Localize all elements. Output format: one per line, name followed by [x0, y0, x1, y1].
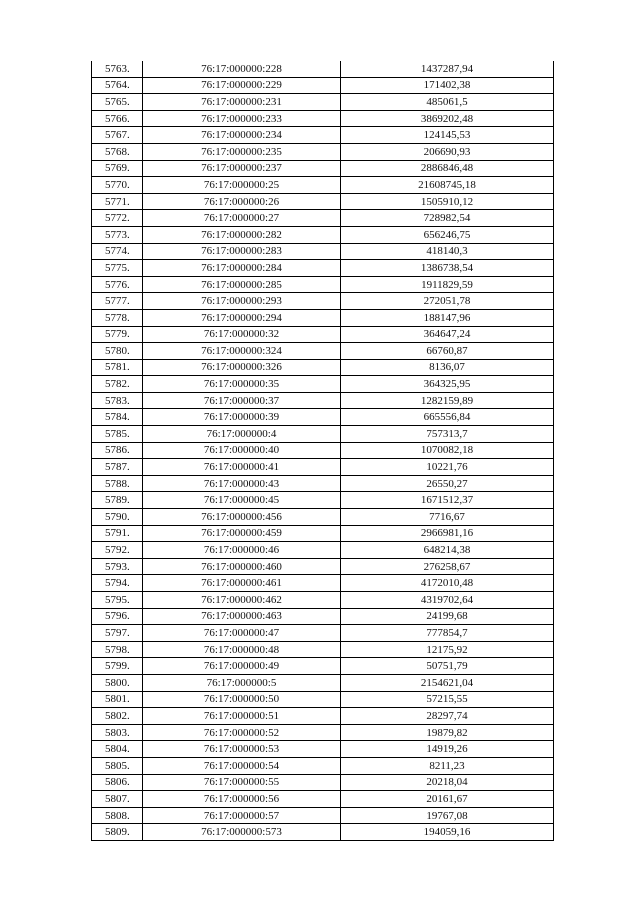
cadastral-number: 76:17:000000:461 — [143, 575, 341, 592]
row-number: 5772. — [92, 210, 143, 227]
cadastral-value: 7716,67 — [341, 509, 554, 526]
table-row — [92, 426, 554, 443]
cadastral-number: 76:17:000000:43 — [143, 475, 341, 492]
table-row — [92, 442, 554, 459]
cadastral-number: 76:17:000000:49 — [143, 658, 341, 675]
cadastral-value: 276258,67 — [341, 558, 554, 575]
cadastral-number: 76:17:000000:235 — [143, 143, 341, 160]
row-number: 5765. — [92, 94, 143, 111]
cadastral-number: 76:17:000000:326 — [143, 359, 341, 376]
table-row — [92, 94, 554, 111]
cadastral-value: 364647,24 — [341, 326, 554, 343]
cadastral-value: 777854,7 — [341, 625, 554, 642]
table-row — [92, 160, 554, 177]
row-number: 5793. — [92, 558, 143, 575]
cadastral-value: 57215,55 — [341, 691, 554, 708]
cadastral-number: 76:17:000000:231 — [143, 94, 341, 111]
row-number: 5770. — [92, 177, 143, 194]
cadastral-value: 1437287,94 — [341, 61, 554, 77]
cadastral-value: 2154621,04 — [341, 674, 554, 691]
cadastral-value: 665556,84 — [341, 409, 554, 426]
cadastral-value: 24199,68 — [341, 608, 554, 625]
cadastral-value: 20218,04 — [341, 774, 554, 791]
cadastral-value: 171402,38 — [341, 77, 554, 94]
cadastral-number: 76:17:000000:51 — [143, 708, 341, 725]
table-row — [92, 61, 554, 77]
cadastral-value: 28297,74 — [341, 708, 554, 725]
cadastral-number: 76:17:000000:26 — [143, 193, 341, 210]
table-row — [92, 724, 554, 741]
cadastral-value: 19767,08 — [341, 807, 554, 824]
cadastral-number: 76:17:000000:233 — [143, 110, 341, 127]
cadastral-value: 1070082,18 — [341, 442, 554, 459]
cadastral-number: 76:17:000000:462 — [143, 592, 341, 609]
table-row — [92, 326, 554, 343]
cadastral-value: 272051,78 — [341, 293, 554, 310]
cadastral-value: 364325,95 — [341, 376, 554, 393]
table-row — [92, 459, 554, 476]
row-number: 5801. — [92, 691, 143, 708]
row-number: 5773. — [92, 226, 143, 243]
table-row — [92, 226, 554, 243]
cadastral-number: 76:17:000000:234 — [143, 127, 341, 144]
table-row — [92, 774, 554, 791]
cadastral-number: 76:17:000000:25 — [143, 177, 341, 194]
row-number: 5763. — [92, 61, 143, 77]
table-row — [92, 260, 554, 277]
row-number: 5774. — [92, 243, 143, 260]
table-row — [92, 542, 554, 559]
row-number: 5804. — [92, 741, 143, 758]
table-row — [92, 77, 554, 94]
row-number: 5779. — [92, 326, 143, 343]
table-row — [92, 276, 554, 293]
cadastral-number: 76:17:000000:32 — [143, 326, 341, 343]
table-row — [92, 625, 554, 642]
cadastral-value: 2886846,48 — [341, 160, 554, 177]
table-row — [92, 309, 554, 326]
cadastral-value-table — [91, 61, 554, 841]
table-row — [92, 691, 554, 708]
row-number: 5806. — [92, 774, 143, 791]
cadastral-value: 50751,79 — [341, 658, 554, 675]
document-page — [91, 61, 553, 841]
cadastral-value: 1671512,37 — [341, 492, 554, 509]
cadastral-value: 1505910,12 — [341, 193, 554, 210]
table-row — [92, 641, 554, 658]
row-number: 5802. — [92, 708, 143, 725]
cadastral-value: 418140,3 — [341, 243, 554, 260]
cadastral-number: 76:17:000000:54 — [143, 757, 341, 774]
cadastral-number: 76:17:000000:45 — [143, 492, 341, 509]
table-row — [92, 592, 554, 609]
row-number: 5803. — [92, 724, 143, 741]
row-number: 5798. — [92, 641, 143, 658]
table-body — [92, 61, 554, 840]
cadastral-number: 76:17:000000:463 — [143, 608, 341, 625]
row-number: 5769. — [92, 160, 143, 177]
row-number: 5775. — [92, 260, 143, 277]
cadastral-value: 4319702,64 — [341, 592, 554, 609]
row-number: 5796. — [92, 608, 143, 625]
table-row — [92, 110, 554, 127]
cadastral-value: 1282159,89 — [341, 392, 554, 409]
cadastral-number: 76:17:000000:48 — [143, 641, 341, 658]
cadastral-number: 76:17:000000:229 — [143, 77, 341, 94]
cadastral-value: 656246,75 — [341, 226, 554, 243]
cadastral-value: 19879,82 — [341, 724, 554, 741]
cadastral-number: 76:17:000000:4 — [143, 426, 341, 443]
cadastral-number: 76:17:000000:460 — [143, 558, 341, 575]
cadastral-number: 76:17:000000:50 — [143, 691, 341, 708]
row-number: 5790. — [92, 509, 143, 526]
row-number: 5808. — [92, 807, 143, 824]
cadastral-number: 76:17:000000:573 — [143, 824, 341, 841]
cadastral-number: 76:17:000000:47 — [143, 625, 341, 642]
cadastral-number: 76:17:000000:237 — [143, 160, 341, 177]
row-number: 5807. — [92, 791, 143, 808]
cadastral-number: 76:17:000000:57 — [143, 807, 341, 824]
row-number: 5787. — [92, 459, 143, 476]
table-row — [92, 127, 554, 144]
row-number: 5767. — [92, 127, 143, 144]
table-row — [92, 708, 554, 725]
cadastral-value: 21608745,18 — [341, 177, 554, 194]
cadastral-value: 2966981,16 — [341, 525, 554, 542]
cadastral-value: 485061,5 — [341, 94, 554, 111]
cadastral-number: 76:17:000000:284 — [143, 260, 341, 277]
row-number: 5781. — [92, 359, 143, 376]
row-number: 5783. — [92, 392, 143, 409]
cadastral-number: 76:17:000000:5 — [143, 674, 341, 691]
table-row — [92, 376, 554, 393]
table-row — [92, 807, 554, 824]
table-row — [92, 143, 554, 160]
row-number: 5809. — [92, 824, 143, 841]
cadastral-value: 66760,87 — [341, 343, 554, 360]
cadastral-number: 76:17:000000:459 — [143, 525, 341, 542]
row-number: 5788. — [92, 475, 143, 492]
cadastral-number: 76:17:000000:228 — [143, 61, 341, 77]
cadastral-value: 26550,27 — [341, 475, 554, 492]
table-row — [92, 791, 554, 808]
table-row — [92, 392, 554, 409]
table-row — [92, 525, 554, 542]
table-row — [92, 658, 554, 675]
cadastral-value: 194059,16 — [341, 824, 554, 841]
cadastral-number: 76:17:000000:285 — [143, 276, 341, 293]
row-number: 5766. — [92, 110, 143, 127]
cadastral-value: 12175,92 — [341, 641, 554, 658]
cadastral-number: 76:17:000000:282 — [143, 226, 341, 243]
cadastral-number: 76:17:000000:35 — [143, 376, 341, 393]
table-row — [92, 558, 554, 575]
cadastral-number: 76:17:000000:46 — [143, 542, 341, 559]
cadastral-value: 8136,07 — [341, 359, 554, 376]
row-number: 5780. — [92, 343, 143, 360]
row-number: 5785. — [92, 426, 143, 443]
cadastral-value: 188147,96 — [341, 309, 554, 326]
row-number: 5789. — [92, 492, 143, 509]
cadastral-number: 76:17:000000:456 — [143, 509, 341, 526]
cadastral-value: 4172010,48 — [341, 575, 554, 592]
cadastral-number: 76:17:000000:56 — [143, 791, 341, 808]
table-row — [92, 210, 554, 227]
cadastral-value: 1386738,54 — [341, 260, 554, 277]
row-number: 5764. — [92, 77, 143, 94]
cadastral-value: 124145,53 — [341, 127, 554, 144]
cadastral-number: 76:17:000000:27 — [143, 210, 341, 227]
cadastral-number: 76:17:000000:294 — [143, 309, 341, 326]
table-row — [92, 359, 554, 376]
cadastral-number: 76:17:000000:293 — [143, 293, 341, 310]
cadastral-value: 648214,38 — [341, 542, 554, 559]
cadastral-value: 728982,54 — [341, 210, 554, 227]
row-number: 5782. — [92, 376, 143, 393]
cadastral-number: 76:17:000000:55 — [143, 774, 341, 791]
cadastral-number: 76:17:000000:40 — [143, 442, 341, 459]
table-row — [92, 741, 554, 758]
row-number: 5776. — [92, 276, 143, 293]
table-row — [92, 177, 554, 194]
row-number: 5778. — [92, 309, 143, 326]
cadastral-value: 3869202,48 — [341, 110, 554, 127]
cadastral-value: 10221,76 — [341, 459, 554, 476]
row-number: 5777. — [92, 293, 143, 310]
row-number: 5771. — [92, 193, 143, 210]
table-row — [92, 293, 554, 310]
table-row — [92, 575, 554, 592]
cadastral-value: 20161,67 — [341, 791, 554, 808]
cadastral-number: 76:17:000000:39 — [143, 409, 341, 426]
table-row — [92, 509, 554, 526]
table-row — [92, 243, 554, 260]
row-number: 5794. — [92, 575, 143, 592]
row-number: 5795. — [92, 592, 143, 609]
table-row — [92, 343, 554, 360]
cadastral-value: 206690,93 — [341, 143, 554, 160]
cadastral-value: 14919,26 — [341, 741, 554, 758]
row-number: 5791. — [92, 525, 143, 542]
row-number: 5805. — [92, 757, 143, 774]
row-number: 5800. — [92, 674, 143, 691]
table-row — [92, 674, 554, 691]
cadastral-number: 76:17:000000:53 — [143, 741, 341, 758]
row-number: 5792. — [92, 542, 143, 559]
cadastral-number: 76:17:000000:41 — [143, 459, 341, 476]
table-row — [92, 757, 554, 774]
row-number: 5799. — [92, 658, 143, 675]
cadastral-number: 76:17:000000:52 — [143, 724, 341, 741]
cadastral-number: 76:17:000000:37 — [143, 392, 341, 409]
cadastral-value: 757313,7 — [341, 426, 554, 443]
table-row — [92, 409, 554, 426]
row-number: 5786. — [92, 442, 143, 459]
row-number: 5797. — [92, 625, 143, 642]
table-row — [92, 824, 554, 841]
row-number: 5784. — [92, 409, 143, 426]
table-row — [92, 492, 554, 509]
table-row — [92, 193, 554, 210]
cadastral-number: 76:17:000000:283 — [143, 243, 341, 260]
cadastral-value: 8211,23 — [341, 757, 554, 774]
cadastral-value: 1911829,59 — [341, 276, 554, 293]
row-number: 5768. — [92, 143, 143, 160]
table-row — [92, 475, 554, 492]
table-row — [92, 608, 554, 625]
cadastral-number: 76:17:000000:324 — [143, 343, 341, 360]
